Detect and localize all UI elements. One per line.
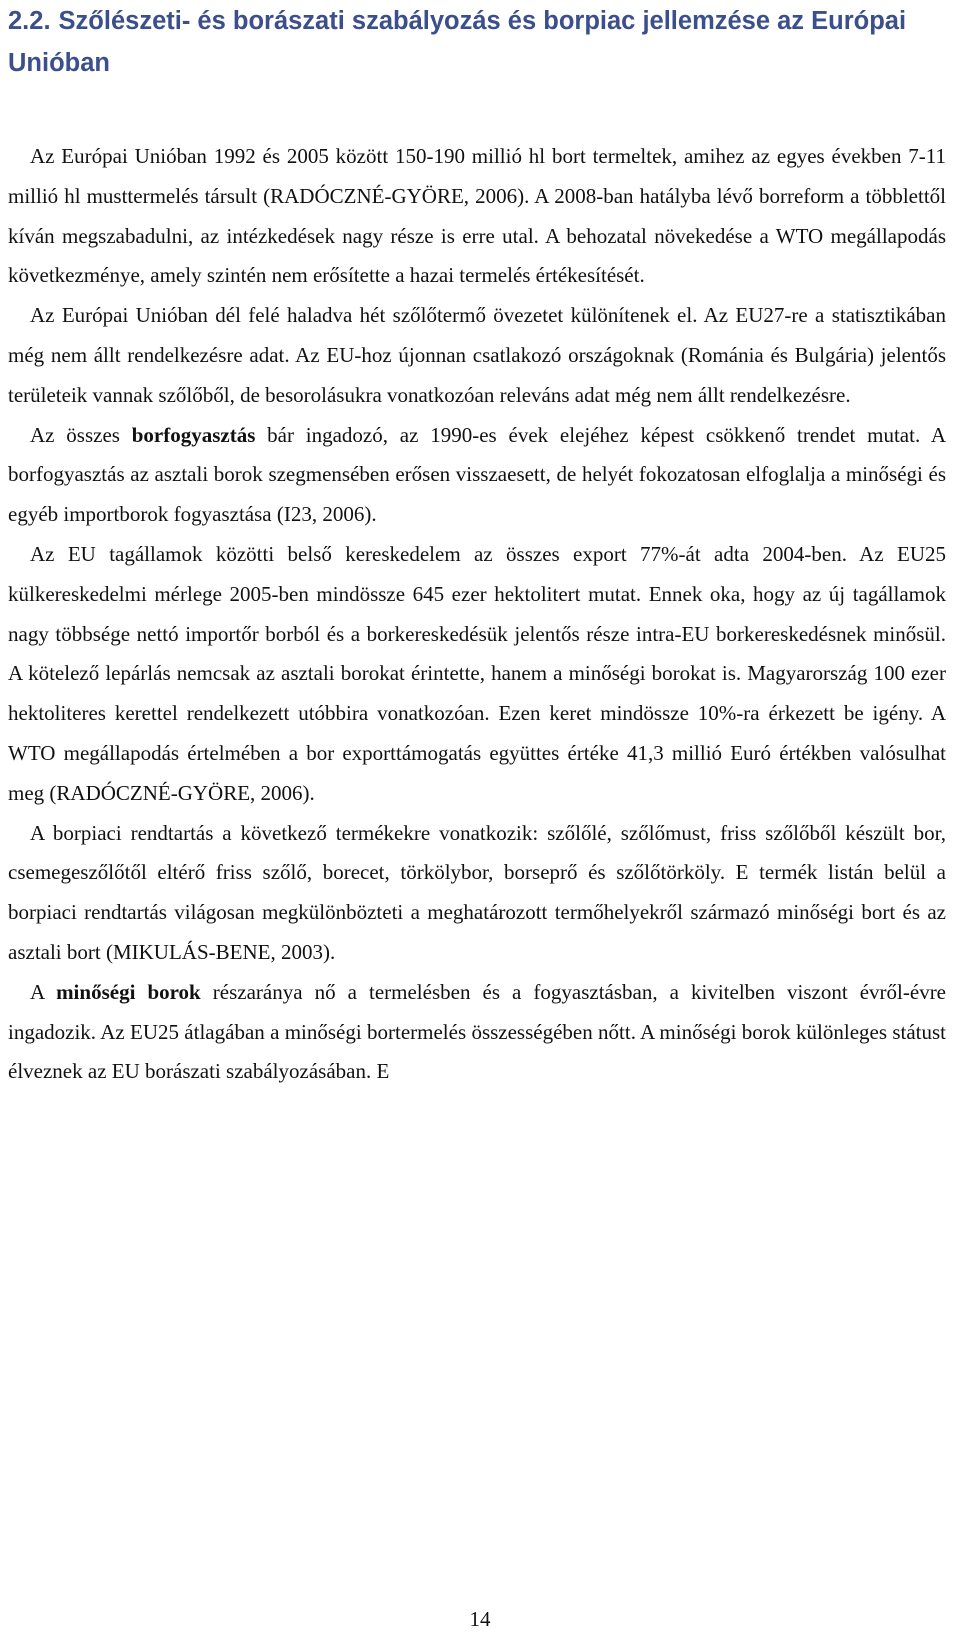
paragraph-zones: Az Európai Unióban dél felé haladva hét szőlőtermő övezetet különítenek el. Az EU27-re a statisztikában még nem állt rendelkezésre adat. Az EU-hoz újonnan csatlakozó országoknak (Románia és Bulgária) jelentős területeik vannak szőlőből, de besorolásukra vonatkozóan releváns adat még nem állt rendelkezésre. — [8, 303, 946, 407]
paragraph-quality-wines: A minőségi borok részaránya nő a termelésben és a fogyasztásban, a kivitelben viszont évről-évre ingadozik. Az EU25 átlagában a minőségi bortermelés összességében nőtt. A minőségi borok különleges státust élveznek az EU borászati szabályozásában. E — [8, 979, 947, 1084]
page-number: 14 — [469, 1607, 491, 1631]
paragraph-consumption: Az összes borfogyasztás bár ingadozó, az 1990-es évek elejéhez képest csökkenő trendet mutat. A borfogyasztás az asztali borok szegmensében erősen visszaesett, de helyét fokozatosan elfoglalja a minőségi és egyéb importborok fogyasztása (I23, 2006). — [8, 422, 946, 527]
bold-term-minosegi-borok: minőségi borok — [56, 979, 201, 1004]
bold-term-borfogyasztas: borfogyasztás — [131, 422, 256, 447]
section-title: Szőlészeti- és borászati szabályozás és borpiac jellemzése az Európai Unióban — [8, 7, 907, 77]
body-text — [8, 137, 946, 1092]
section-number: 2.2. — [8, 7, 51, 35]
paragraph-production: Az Európai Unióban 1992 és 2005 között 150-190 millió hl bort termeltek, amihez az egyes években 7-11 millió hl musttermelés társult (RADÓCZNÉ-GYÖRE, 2006). A 2008-ban hatályba lévő borreform a többlettől kíván megszabadulni, az intézkedések nagy része is erre utal. A behozatal növekedése a WTO megállapodás következménye, amely szintén nem erősítette a hazai termelés értékesítését. — [8, 144, 946, 288]
section-heading — [8, 0, 938, 84]
paragraph-market-regime: A borpiaci rendtartás a következő termékekre vonatkozik: szőlőlé, szőlőmust, friss szőlőből készült bor, csemegeszőlőtől eltérő friss szőlő, borecet, törkölybor, borseprő és szőlőtörköly. E termék listán belül a borpiaci rendtartás világosan megkülönbözteti a meghatározott termőhelyekről származó minőségi bort és az asztali bort (MIKULÁS-BENE, 2003). — [8, 820, 946, 964]
paragraph-trade: Az EU tagállamok közötti belső kereskedelem az összes export 77%-át adta 2004-ben. Az EU25 külkereskedelmi mérlege 2005-ben mindössze 645 ezer hektolitert mutat. Ennek oka, hogy az új tagállamok nagy többsége nettó importőr borból és a borkereskedésük jelentős része intra-EU borkereskedésnek minősül. A kötelező lepárlás nemcsak az asztali borokat érintette, hanem a minőségi borokat is. Magyarország 100 ezer hektoliteres kerettel rendelkezett utóbbira vonatkozóan. Ezen keret mindössze 10%-ra érkezett be igény. A WTO megállapodás értelmében a bor exporttámogatás együttes értéke 41,3 millió Euró értékben valósulhat meg (RADÓCZNÉ-GYÖRE, 2006). — [8, 541, 946, 805]
